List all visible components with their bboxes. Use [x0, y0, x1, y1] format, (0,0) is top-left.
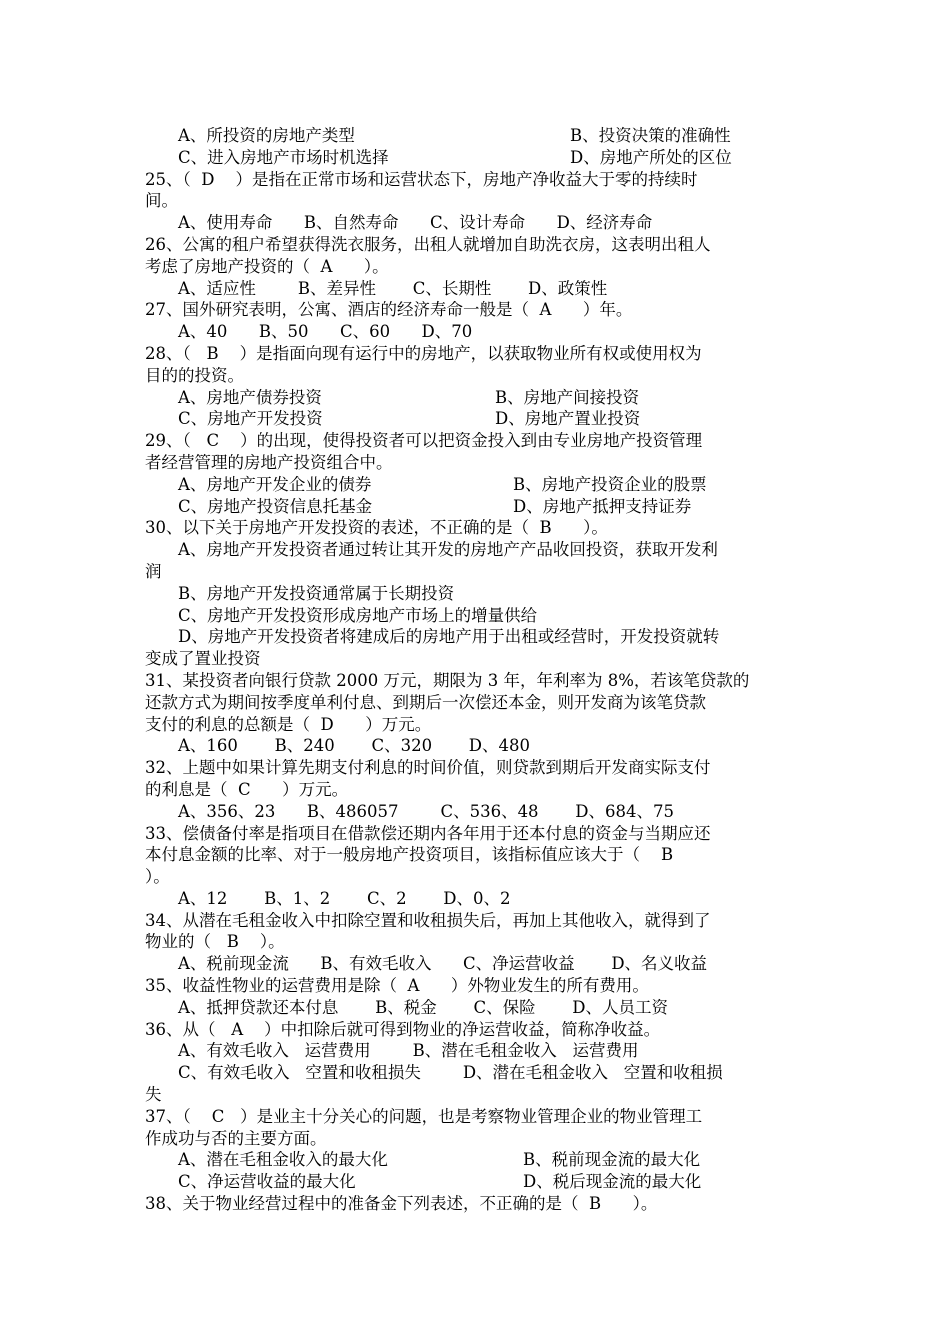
question-text: 本付息金额的比率、对于一般房地产投资项目，该指标值应该大于（ B [145, 845, 674, 865]
option-row: A、有效毛收入 运营费用 B、潜在毛租金收入 运营费用 [178, 1041, 639, 1061]
option-text: B、房地产间接投资 [495, 387, 640, 407]
option-text: C、房地产投资信息托基金 [178, 496, 373, 516]
question-list [145, 125, 810, 1215]
question-text: 目的的投资。 [145, 365, 244, 385]
option-text: D、房地产置业投资 [495, 409, 641, 429]
question-33: 33、偿债备付率是指项目在借款偿还期内各年用于还本付息的资金与当期应还 [145, 823, 711, 843]
question-text: ）。 [145, 867, 170, 887]
option-text: D、房地产所处的区位 [570, 147, 732, 167]
option-text: 变成了置业投资 [145, 649, 261, 669]
option-text: B、投资决策的准确性 [570, 126, 731, 145]
option-text: A、潜在毛租金收入的最大化 [178, 1150, 388, 1170]
option-row: A、356、23 B、486057 C、536、48 D、684、75 [178, 801, 674, 821]
option-text: B、房地产开发投资通常属于长期投资 [178, 583, 455, 603]
option-text: 润 [145, 561, 162, 581]
option-text: C、净运营收益的最大化 [178, 1172, 356, 1192]
question-38: 38、关于物业经营过程中的准备金下列表述，不正确的是（ B ）。 [145, 1194, 658, 1214]
option-row [145, 496, 810, 518]
question-37: 37、（ C ）是业主十分关心的问题，也是考察物业管理企业的物业管理工 [145, 1106, 703, 1126]
option-row [145, 387, 810, 409]
option-row: A、抵押贷款还本付息 B、税金 C、保险 D、人员工资 [178, 997, 669, 1017]
question-35: 35、收益性物业的运营费用是除（ A ）外物业发生的所有费用。 [145, 976, 649, 996]
question-text: 还款方式为期间按季度单利付息、到期后一次偿还本金，则开发商为该笔贷款 [145, 692, 706, 712]
question-27: 27、国外研究表明，公寓、酒店的经济寿命一般是（ A ）年。 [145, 300, 633, 320]
option-row [145, 408, 810, 430]
option-text: A、房地产开发投资者通过转让其开发的房地产产品收回投资，获取开发利 [178, 540, 718, 560]
option-row: A、12 B、1、2 C、2 D、0、2 [178, 888, 511, 908]
question-text: 支付的利息的总额是（ D ）万元。 [145, 714, 432, 734]
option-text: B、税前现金流的最大化 [523, 1150, 701, 1170]
option-row: A、适应性 B、差异性 C、长期性 D、政策性 [178, 278, 608, 298]
option-row [145, 474, 810, 496]
option-row [145, 125, 810, 147]
option-text: D、税后现金流的最大化 [523, 1172, 702, 1192]
question-25: 25、（ D ）是指在正常市场和运营状态下，房地产净收益大于零的持续时 [145, 169, 698, 189]
option-text: A、房地产债券投资 [178, 387, 322, 407]
question-text: 作成功与否的主要方面。 [145, 1128, 327, 1148]
option-row: A、40 B、50 C、60 D、70 [178, 322, 473, 342]
question-text: 物业的（ B ）。 [145, 932, 285, 952]
option-text: C、房地产开发投资 [178, 409, 323, 429]
option-text: C、房地产开发投资形成房地产市场上的增量供给 [178, 605, 538, 625]
option-row: C、有效毛收入 空置和收租损失 D、潜在毛租金收入 空置和收租损 [178, 1063, 723, 1083]
option-row [145, 147, 810, 169]
option-row: A、160 B、240 C、320 D、480 [178, 736, 531, 756]
option-text: B、房地产投资企业的股票 [513, 474, 707, 494]
question-36: 36、从（ A ）中扣除后就可得到物业的净运营收益，简称净收益。 [145, 1019, 661, 1039]
option-text: D、房地产抵押支持证券 [513, 496, 692, 516]
question-28: 28、（ B ）是指面向现有运行中的房地产，以获取物业所有权或使用权为 [145, 343, 702, 363]
option-text: A、所投资的房地产类型 [178, 126, 355, 145]
question-34: 34、从潜在毛租金收入中扣除空置和收租损失后，再加上其他收入，就得到了 [145, 910, 711, 930]
option-row: A、使用寿命 B、自然寿命 C、设计寿命 D、经济寿命 [178, 213, 653, 233]
question-29: 29、（ C ）的出现，使得投资者可以把资金投入到由专业房地产投资管理 [145, 431, 703, 451]
option-row [145, 1171, 810, 1193]
question-text: 的利息是（ C ）万元。 [145, 779, 349, 799]
question-31: 31、某投资者向银行贷款 2000 万元，期限为 3 年，年利率为 8%，若该笔贷款的 [145, 670, 750, 690]
question-26: 26、公寓的租户希望获得洗衣服务，出租人就增加自助洗衣房，这表明出租人 [145, 234, 711, 254]
option-row: A、税前现金流 B、有效毛收入 C、净运营收益 D、名义收益 [178, 954, 708, 974]
question-text: 者经营管理的房地产投资组合中。 [145, 452, 393, 472]
question-text: 间。 [145, 191, 178, 211]
question-text: 考虑了房地产投资的（ A ）。 [145, 256, 389, 276]
option-text: A、房地产开发企业的债券 [178, 474, 372, 494]
option-text: D、房地产开发投资者将建成后的房地产用于出租或经营时，开发投资就转 [178, 627, 720, 647]
option-text: C、进入房地产市场时机选择 [178, 147, 389, 167]
option-row [145, 1149, 810, 1171]
option-text: 失 [145, 1085, 162, 1105]
question-32: 32、上题中如果计算先期支付利息的时间价值，则贷款到期后开发商实际支付 [145, 758, 711, 778]
question-30: 30、以下关于房地产开发投资的表述，不正确的是（ B ）。 [145, 518, 608, 538]
